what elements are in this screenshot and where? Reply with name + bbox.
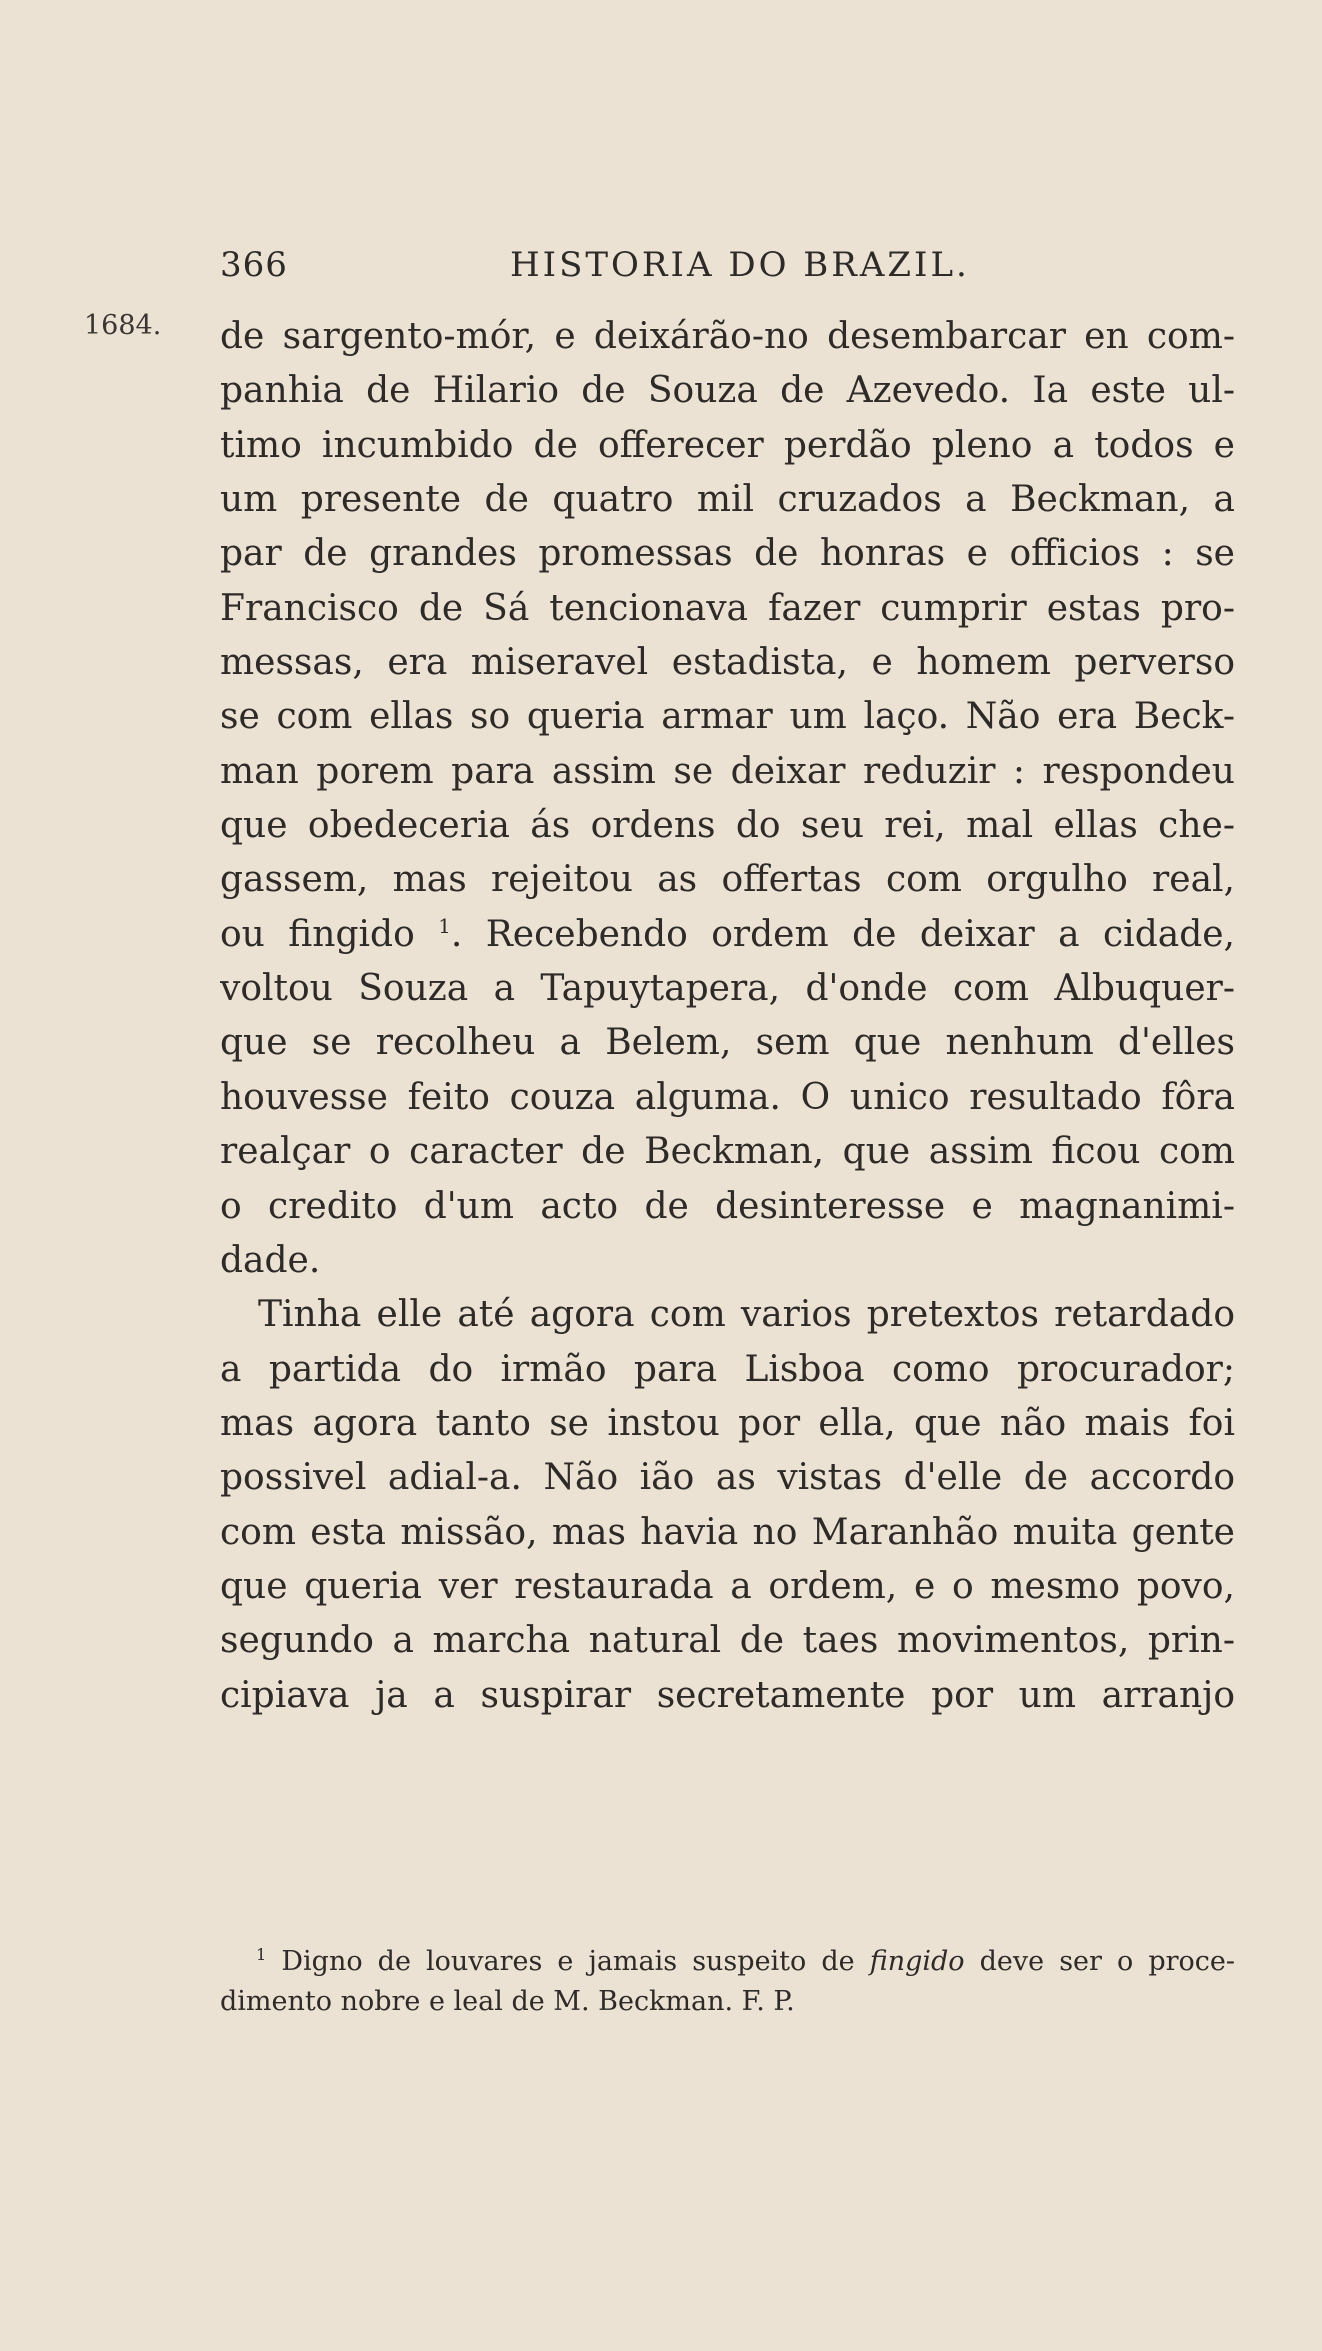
text-line: mas agora tanto se instou por ella, que não mais foi <box>220 1402 1235 1444</box>
footnote-line: dimento nobre e leal de M. Beckman. F. P. <box>220 1986 795 2017</box>
text-line: o credito d'um acto de desinteresse e magnanimi- <box>220 1185 1235 1227</box>
text-line: houvesse feito couza alguma. O unico resultado fôra <box>220 1076 1235 1118</box>
text-line: dade. <box>220 1239 321 1281</box>
page-header <box>220 245 1235 295</box>
body-text <box>220 310 1235 1723</box>
text-fragment: deve ser o proce- <box>979 1946 1235 1977</box>
text-line: cipiava ja a suspirar secretamente por um arranjo <box>220 1674 1235 1716</box>
text-line: timo incumbido de offerecer perdão pleno a todos e <box>220 424 1235 466</box>
text-line: segundo a marcha natural de taes movimentos, prin- <box>220 1620 1235 1662</box>
text-line: possivel adial-a. Não ião as vistas d'elle de accordo <box>220 1457 1235 1499</box>
running-title: HISTORIA DO BRAZIL. <box>510 245 970 285</box>
footnote-line <box>220 1942 1235 1982</box>
text-line: que se recolheu a Belem, sem que nenhum d'elles <box>220 1022 1235 1064</box>
text-line: realçar o caracter de Beckman, que assim ficou com <box>220 1131 1235 1173</box>
text-line: que queria ver restaurada a ordem, e o mesmo povo, <box>220 1565 1235 1607</box>
text-line: Tinha elle até agora com varios pretextos retardado <box>258 1294 1235 1336</box>
text-line: um presente de quatro mil cruzados a Beckman, a <box>220 479 1235 521</box>
text-line: que obedeceria ás ordens do seu rei, mal ellas che- <box>220 805 1235 847</box>
text-line: panhia de Hilario de Souza de Azevedo. Ia este ul- <box>220 370 1235 412</box>
footnote-reference: 1 <box>438 914 451 938</box>
text-fragment: ou fingido <box>220 913 415 955</box>
text-line-with-footnote-ref <box>220 908 1235 962</box>
text-line: man porem para assim se deixar reduzir : respondeu <box>220 750 1235 792</box>
text-line: se com ellas so queria armar um laço. Não era Beck- <box>220 696 1235 738</box>
text-line: gassem, mas rejeitou as offertas com orgulho real, <box>220 859 1235 901</box>
text-line: messas, era miseravel estadista, e homem perverso <box>220 642 1235 684</box>
footnote-mark: 1 <box>256 1945 267 1964</box>
text-fragment: . Recebendo ordem de deixar a cidade, <box>450 913 1235 955</box>
margin-year-note: 1684. <box>84 310 162 341</box>
text-line: par de grandes promessas de honras e officios : se <box>220 533 1235 575</box>
text-line: Francisco de Sá tencionava fazer cumprir estas pro- <box>220 587 1235 629</box>
text-line: de sargento-mór, e deixárão-no desembarcar en com- <box>220 316 1235 357</box>
footnotes <box>220 1942 1235 2022</box>
text-line: com esta missão, mas havia no Maranhão muita gente <box>220 1511 1235 1553</box>
text-line: voltou Souza a Tapuytapera, d'onde com Albuquer- <box>220 968 1235 1010</box>
page-number: 366 <box>220 245 288 285</box>
italic-word: fingido <box>869 1946 965 1977</box>
text-fragment: Digno de louvares e jamais suspeito de <box>281 1946 855 1977</box>
text-line: a partida do irmão para Lisboa como procurador; <box>220 1348 1235 1390</box>
